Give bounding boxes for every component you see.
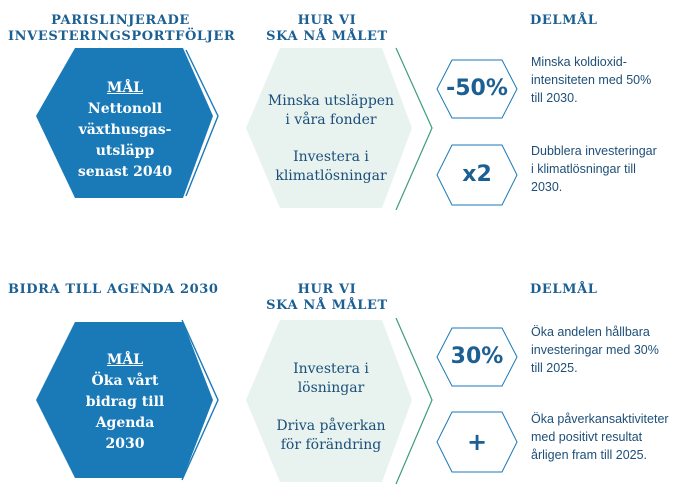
heading-line: HUR VI — [297, 13, 357, 28]
section-2-heading-left — [8, 282, 218, 298]
section-1-how-item: Minska utsläppen i våra fonder — [267, 93, 395, 128]
heading-line: INVESTERINGSPORTFÖLJER — [8, 29, 236, 44]
goal-line: Nettonoll — [87, 101, 163, 117]
target-description: Öka påverkansaktiviteter med positivt resultat årligen fram till 2025. — [531, 412, 669, 462]
how-hexagon — [246, 320, 412, 482]
heading-line: PARISLINJERADE — [51, 13, 190, 28]
target-badge: 30% — [450, 344, 504, 369]
goal-line: Agenda — [95, 415, 155, 431]
section-1-heading-right: DELMÅL — [530, 13, 598, 28]
section-1-heading-left — [8, 13, 236, 45]
section-1-how-item: Investera i klimatlösningar — [275, 149, 387, 184]
section-1-goal-text — [56, 78, 194, 183]
goal-title: MÅL — [106, 352, 144, 368]
goal-line: bidrag till — [85, 394, 165, 410]
heading-line: SKA NÅ MÅLET — [266, 29, 388, 44]
section-2-goal-text — [56, 350, 194, 455]
goal-line: senast 2040 — [77, 164, 173, 180]
section-2-how-item: Investera i lösningar — [293, 361, 369, 396]
section-2-heading-mid — [262, 282, 392, 314]
target-description: Minska koldioxid- intensiteten med 50% till 2030. — [531, 55, 652, 105]
goal-line: Öka vårt — [91, 373, 159, 389]
heading-line: HUR VI — [297, 282, 357, 297]
target-badge: -50% — [446, 76, 508, 101]
goal-line: 2030 — [105, 436, 145, 452]
target-badge: x2 — [462, 162, 492, 187]
goal-line: utsläpp — [95, 143, 155, 159]
goal-title: MÅL — [106, 80, 144, 96]
target-badge: + — [466, 428, 488, 456]
heading-line: BIDRA TILL AGENDA 2030 — [8, 282, 219, 297]
section-1-heading-mid — [262, 13, 392, 45]
target-description: Öka andelen hållbara investeringar med 30% till 2025. — [531, 325, 659, 375]
goal-line: växthusgas- — [78, 122, 172, 138]
target-description: Dubblera investeringar i klimatlösningar till 2030. — [531, 144, 657, 194]
section-2-how-item: Driva påverkan för förändring — [276, 418, 386, 453]
section-2-heading-right: DELMÅL — [530, 282, 598, 297]
heading-line: SKA NÅ MÅLET — [266, 298, 388, 313]
